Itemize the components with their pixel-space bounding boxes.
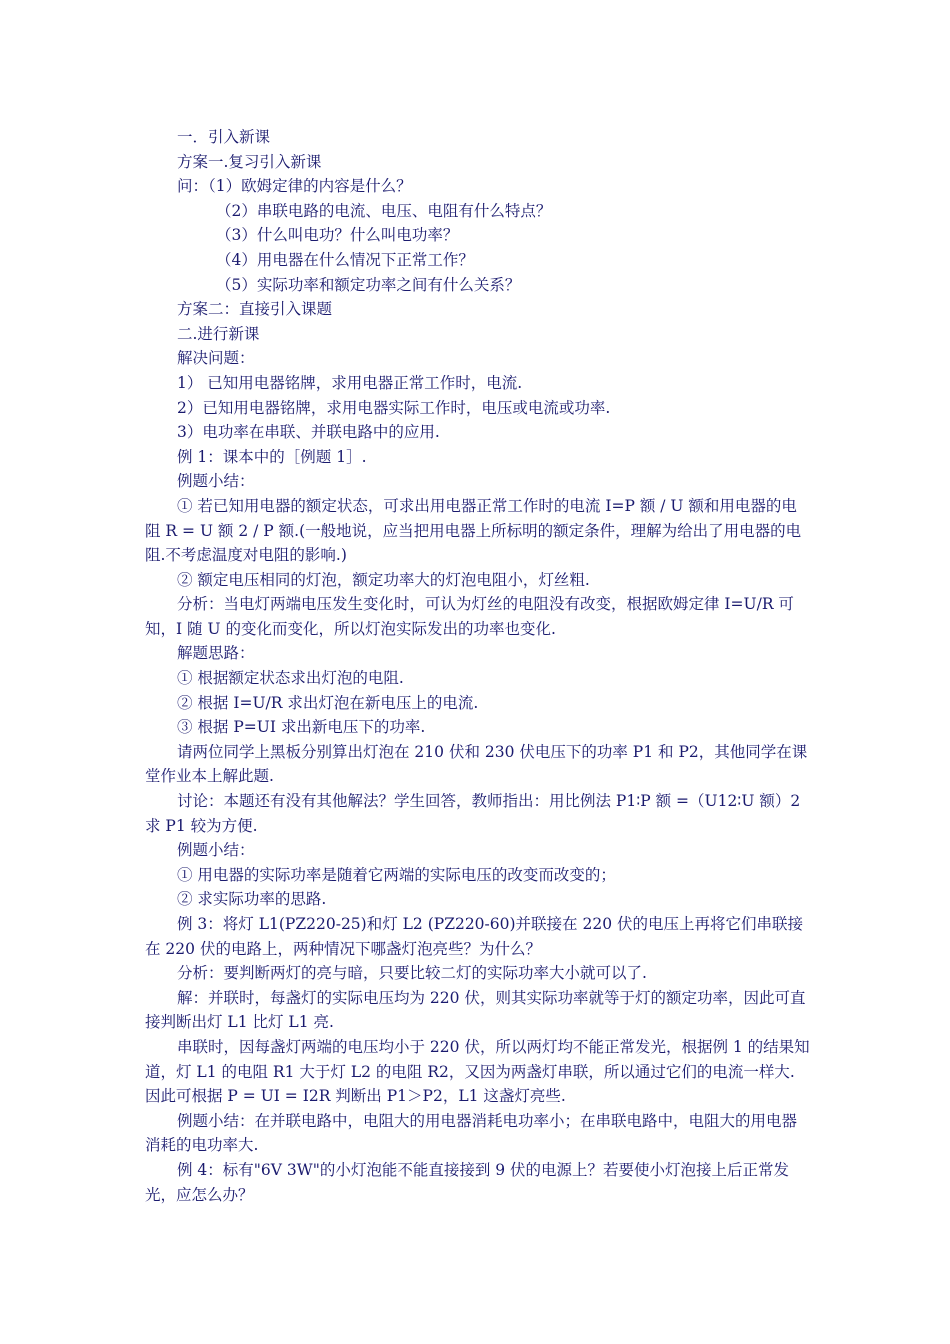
approach-step-3: ③ 根据 P=UI 求出新电压下的功率. (177, 718, 426, 737)
plan-one-heading: 方案一.复习引入新课 (177, 152, 322, 171)
example-4: 例 4：标有"6V 3W"的小灯泡能不能直接接到 9 伏的电源上？若要使小灯泡接上后正常发光，应怎么办？ (145, 1160, 790, 1204)
problems-heading: 解决问题： (177, 349, 255, 368)
section-heading-new-lesson: 二.进行新课 (177, 324, 260, 343)
example-3-solution-series: 串联时，因每盏灯两端的电压均小于 220 伏，所以两灯均不能正常发光，根据例 1 的结果知道，灯 L1 的电阻 R1 大于灯 L2 的电阻 R2，又因为两盏灯串联，所以通过它们的电流一样大.因此可根据 P = UI = I2R 判断出 P1＞P2，L1 这盏灯亮些. (145, 1037, 810, 1106)
summary2-point-2: ② 求实际功率的思路. (177, 890, 327, 909)
approach-step-2: ② 根据 I=U/R 求出灯泡在新电压上的电流. (177, 693, 479, 712)
example-1: 例 1：课本中的［例题 1］. (177, 447, 367, 466)
question-5: （5）实际功率和额定功率之间有什么关系？ (216, 275, 521, 294)
document-body (145, 125, 810, 1207)
example-3-analysis: 分析：要判断两灯的亮与暗，只要比较二灯的实际功率大小就可以了. (177, 964, 647, 983)
example-summary-heading-2: 例题小结： (177, 841, 255, 860)
summary-point-2: ② 额定电压相同的灯泡，额定功率大的灯泡电阻小，灯丝粗. (177, 570, 590, 589)
analysis-paragraph: 分析：当电灯两端电压发生变化时，可认为灯丝的电阻没有改变，根据欧姆定律 I=U/R 可知，I 随 U 的变化而变化，所以灯泡实际发出的功率也变化. (145, 595, 794, 638)
problem-2: 2）已知用电器铭牌，求用电器实际工作时，电压或电流或功率. (177, 398, 611, 417)
question-4: （4）用电器在什么情况下正常工作？ (216, 250, 474, 269)
example-summary-3: 例题小结：在并联电路中，电阻大的用电器消耗电功率小；在串联电路中，电阻大的用电器消耗的电功率大. (145, 1111, 798, 1155)
question-3: （3）什么叫电功？什么叫电功率？ (216, 226, 459, 245)
problem-3: 3）电功率在串联、并联电路中的应用. (177, 423, 440, 442)
question-1: 问：（1）欧姆定律的内容是什么？ (177, 177, 412, 196)
question-2: （2）串联电路的电流、电压、电阻有什么特点？ (216, 201, 552, 220)
summary2-point-1: ① 用电器的实际功率是随着它两端的实际电压的改变而改变的； (177, 865, 616, 884)
approach-step-1: ① 根据额定状态求出灯泡的电阻. (177, 669, 404, 688)
example-3: 例 3：将灯 L1(PZ220-25)和灯 L2 (PZ220-60)并联接在 220 伏的电压上再将它们串联接在 220 伏的电路上，两种情况下哪盏灯泡亮些？为什么？ (145, 915, 803, 958)
example-summary-heading: 例题小结： (177, 472, 255, 491)
section-heading-intro: 一．引入新课 (177, 128, 271, 146)
solution-approach-heading: 解题思路： (177, 644, 255, 663)
problem-1: 1） 已知用电器铭牌，求用电器正常工作时，电流. (177, 373, 523, 392)
example-3-solution-parallel: 解：并联时，每盏灯的实际电压均为 220 伏，则其实际功率就等于灯的额定功率，因此可直接判断出灯 L1 比灯 L1 亮. (145, 988, 806, 1032)
discussion-paragraph: 讨论：本题还有没有其他解法？学生回答，教师指出：用比例法 P1∶P 额 =（U12∶U 额）2 求 P1 较为方便. (145, 792, 801, 835)
classroom-task: 请两位同学上黑板分别算出灯泡在 210 伏和 230 伏电压下的功率 P1 和 P2，其他同学在课堂作业本上解此题. (145, 742, 808, 786)
plan-two-heading: 方案二：直接引入课题 (177, 300, 333, 319)
summary-point-1: ① 若已知用电器的额定状态，可求出用电器正常工作时的电流 I=P 额 / U 额和用电器的电阻 R = U 额 2 / P 额.(一般地说，应当把用电器上所标明的额定条件，理解为给出了用电器的电阻.不考虑温度对电阻的影响.) (145, 496, 802, 565)
